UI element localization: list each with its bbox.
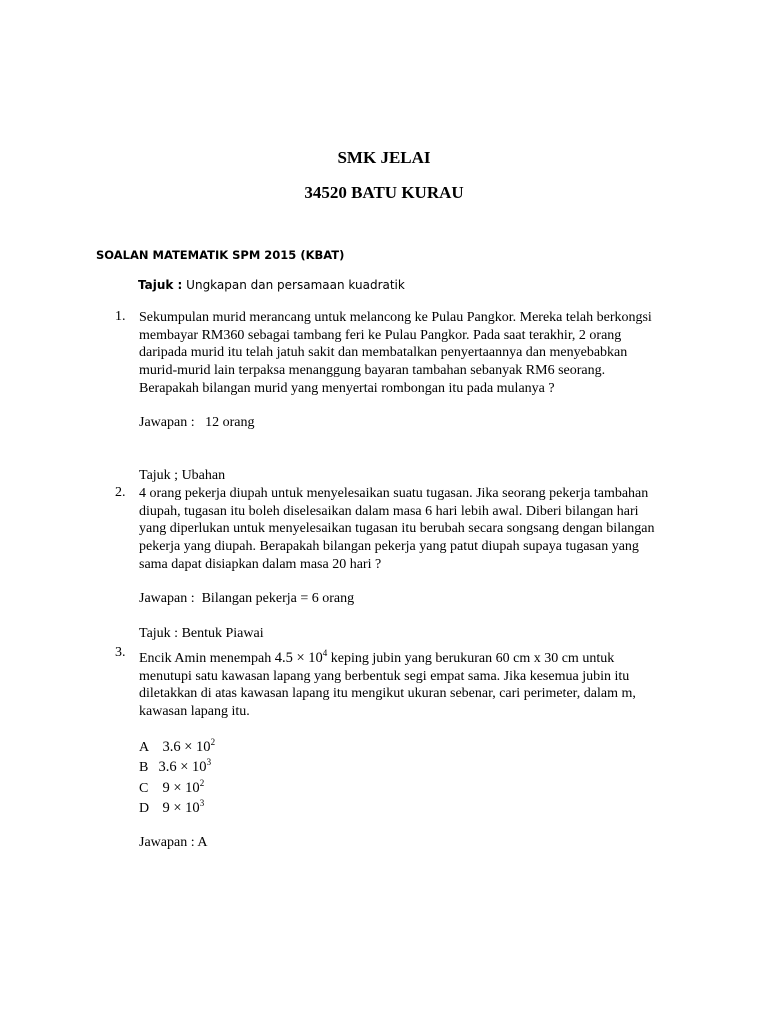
q3-answer: Jawapan : A <box>139 835 208 850</box>
q1-line: membayar RM360 sebagai tambang feri ke Pulau Pangkor. Pada saat terakhir, 2 orang <box>139 327 622 343</box>
q3-line1-before: Encik Amin menempah <box>139 651 275 666</box>
section-heading: SOALAN MATEMATIK SPM 2015 (KBAT) <box>96 248 345 262</box>
option-value-base: 3.6 × 10 <box>158 759 207 775</box>
q1-topic-label: Tajuk : <box>138 278 183 292</box>
option-value-exp: 2 <box>199 778 205 788</box>
q1-line: daripada murid itu telah jatuh sakit dan membatalkan penyertaannya dan menyebabkan <box>139 345 628 361</box>
q3-option-a <box>139 737 215 756</box>
q1-line: murid-murid lain terpaksa menanggung bayaran tambahan sebanyak RM6 seorang. <box>139 363 606 379</box>
q3-option-c <box>139 778 204 797</box>
q1-topic-text: Ungkapan dan persamaan kuadratik <box>182 278 405 292</box>
q3-line: menutupi satu kawasan lapang yang berbentuk segi empat sama. Jika kesemua jubin itu <box>139 668 630 684</box>
option-letter: C <box>139 781 149 796</box>
q1-answer: Jawapan : 12 orang <box>139 415 255 430</box>
option-value <box>163 739 216 755</box>
q2-line: pekerja yang diupah. Berapakah bilangan pekerja yang patut diupah supaya tugasan yang <box>139 539 639 555</box>
q1-topic <box>138 278 405 292</box>
q2-number: 2. <box>115 485 126 500</box>
option-letter: A <box>139 740 150 755</box>
option-value-base: 3.6 × 10 <box>162 739 211 755</box>
q1-line: Sekumpulan murid merancang untuk melancong ke Pulau Pangkor. Mereka telah berkongsi <box>139 310 652 325</box>
q2-line: 4 orang pekerja diupah untuk menyelesaikan suatu tugasan. Jika seorang pekerja tambahan <box>139 486 649 501</box>
option-value-base: 9 × 10 <box>162 800 200 816</box>
q2-line: sama dapat disiapkan dalam masa 20 hari ? <box>139 556 382 572</box>
q3-line: kawasan lapang itu. <box>139 704 250 720</box>
q3-line-1 <box>139 645 679 668</box>
q1-text <box>139 309 679 398</box>
q2-line: diupah, tugasan itu boleh diselesaikan dalam masa 6 hari lebih awal. Diberi bilangan hari <box>139 503 639 519</box>
q3-line1-after: keping jubin yang berukuran 60 cm x 30 cm untuk <box>327 651 615 666</box>
school-name: SMK JELAI <box>337 148 431 167</box>
q2-answer: Jawapan : Bilangan pekerja = 6 orang <box>139 591 355 606</box>
q2-text <box>139 485 679 574</box>
option-value-base: 9 × 10 <box>162 780 200 796</box>
option-value-exp: 2 <box>210 737 216 747</box>
q2-topic: Tajuk ; Ubahan <box>139 468 226 483</box>
option-value <box>163 800 205 816</box>
option-value <box>163 780 205 796</box>
option-value-exp: 3 <box>206 757 212 767</box>
option-letter: D <box>139 801 150 816</box>
q3-option-d <box>139 798 204 817</box>
q1-line: Berapakah bilangan murid yang menyertai rombongan itu pada mulanya ? <box>139 380 555 396</box>
q3-number: 3. <box>115 645 126 660</box>
q3-option-b <box>139 757 211 776</box>
q3-line1-math <box>275 650 328 666</box>
q3-text <box>139 645 679 721</box>
option-letter: B <box>139 760 149 775</box>
q1-number: 1. <box>115 309 126 324</box>
q2-line: yang diperlukan untuk menyelesaikan tugasan itu berubah secara songsang dengan bilangan <box>139 521 655 537</box>
q3-line1-math-base: 4.5 × 10 <box>274 650 323 666</box>
option-value <box>159 759 212 775</box>
q3-line: diletakkan di atas kawasan lapang itu mengikut ukuran sebenar, cari perimeter, dalam m, <box>139 686 636 702</box>
school-address: 34520 BATU KURAU <box>304 183 464 202</box>
q3-line1-math-exp: 4 <box>322 648 328 658</box>
q3-topic: Tajuk : Bentuk Piawai <box>139 626 264 641</box>
option-value-exp: 3 <box>199 798 205 808</box>
